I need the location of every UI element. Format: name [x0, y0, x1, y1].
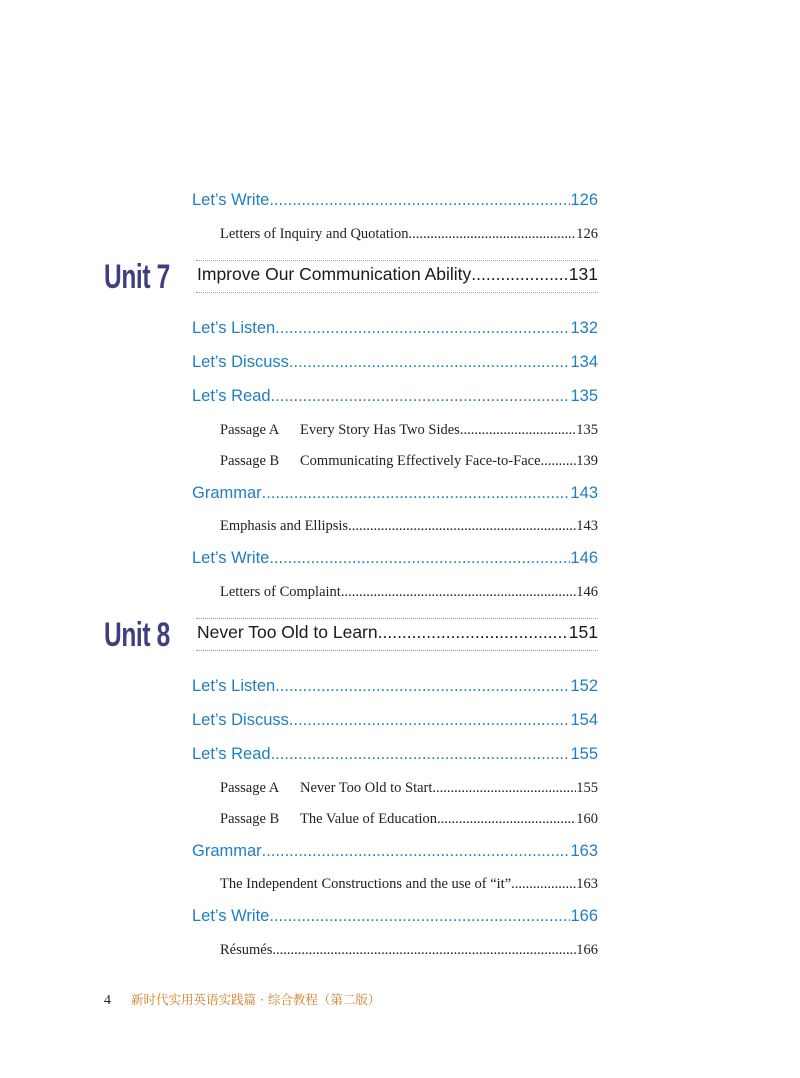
subsection-entry[interactable]: [220, 453, 598, 470]
dotted-divider: [196, 650, 598, 651]
section-entry[interactable]: [192, 711, 598, 730]
dot-leader: [269, 907, 570, 926]
page-ref: 135: [570, 387, 598, 405]
passage-label: Passage B: [220, 453, 280, 469]
subsection-entry[interactable]: [220, 518, 598, 535]
dot-leader: [269, 191, 570, 210]
entry-title: Never Too Old to Start: [300, 780, 433, 796]
section-entry[interactable]: [192, 353, 598, 372]
entry-title: Let’s Discuss: [192, 353, 289, 371]
page-ref: 146: [576, 584, 598, 600]
subsection-entry[interactable]: [220, 811, 598, 828]
dotted-divider: [196, 292, 598, 293]
passage-label: Passage B: [220, 811, 280, 827]
page-footer: [104, 990, 380, 1009]
dot-leader: [272, 942, 576, 959]
entry-title: Résumés: [220, 942, 273, 958]
page-ref: 155: [570, 745, 598, 763]
section-entry[interactable]: [192, 907, 598, 926]
dot-leader: [432, 780, 576, 797]
entry-title: Grammar: [192, 484, 262, 502]
dot-leader: [271, 387, 571, 406]
unit-entry[interactable]: [197, 622, 598, 643]
entry-title: Every Story Has Two Sides: [300, 422, 460, 438]
passage-label: Passage A: [220, 422, 280, 438]
dot-leader: [275, 319, 570, 338]
section-entry[interactable]: [192, 745, 598, 764]
section-entry[interactable]: [192, 549, 598, 568]
dot-leader: [348, 518, 576, 535]
section-entry[interactable]: [192, 191, 598, 210]
page-ref: 126: [576, 226, 598, 242]
entry-title: Emphasis and Ellipsis: [220, 518, 349, 534]
dot-leader: [289, 711, 571, 730]
entry-title: Let’s Write: [192, 191, 270, 209]
dot-leader: [541, 453, 577, 470]
entry-title: Never Too Old to Learn: [197, 622, 378, 642]
unit-label: Unit 8: [104, 616, 170, 654]
dot-leader: [511, 876, 576, 893]
entry-title: Let’s Read: [192, 387, 271, 405]
dot-leader: [289, 353, 571, 372]
entry-title: Let’s Read: [192, 745, 271, 763]
subsection-entry[interactable]: [220, 422, 598, 439]
page-ref: 151: [568, 622, 598, 642]
subsection-entry[interactable]: [220, 942, 598, 959]
page-ref: 152: [570, 677, 598, 695]
subsection-entry[interactable]: [220, 584, 598, 601]
page-ref: 139: [576, 453, 598, 469]
page-ref: 131: [568, 264, 598, 284]
entry-title: Communicating Effectively Face-to-Face: [300, 453, 541, 469]
dot-leader: [378, 622, 569, 643]
page-ref: 143: [576, 518, 598, 534]
page-ref: 126: [570, 191, 598, 209]
dot-leader: [262, 842, 571, 861]
dot-leader: [408, 226, 576, 243]
page-ref: 132: [570, 319, 598, 337]
dot-leader: [437, 811, 576, 828]
dot-leader: [262, 484, 571, 503]
dot-leader: [271, 745, 571, 764]
dotted-divider: [196, 260, 598, 261]
entry-title: Let’s Listen: [192, 319, 276, 337]
entry-title: The Value of Education: [300, 811, 438, 827]
entry-title: Grammar: [192, 842, 262, 860]
dot-leader: [269, 549, 570, 568]
page-ref: 135: [576, 422, 598, 438]
entry-title: Letters of Complaint: [220, 584, 341, 600]
section-entry[interactable]: [192, 842, 598, 861]
page-ref: 155: [576, 780, 598, 796]
page-ref: 163: [570, 842, 598, 860]
unit-label: Unit 7: [104, 258, 170, 296]
subsection-entry[interactable]: [220, 876, 598, 893]
book-title: 新时代实用英语实践篇 · 综合教程（第二版）: [131, 992, 381, 1007]
subsection-entry[interactable]: [220, 780, 598, 797]
dot-leader: [341, 584, 576, 601]
entry-title: Let’s Write: [192, 549, 270, 567]
entry-title: Improve Our Communication Ability: [197, 264, 472, 284]
page-ref: 134: [570, 353, 598, 371]
passage-label: Passage A: [220, 780, 280, 796]
entry-title: Letters of Inquiry and Quotation: [220, 226, 409, 242]
section-entry[interactable]: [192, 677, 598, 696]
dot-leader: [275, 677, 570, 696]
page-ref: 154: [570, 711, 598, 729]
page-ref: 143: [570, 484, 598, 502]
section-entry[interactable]: [192, 387, 598, 406]
page-ref: 166: [576, 942, 598, 958]
entry-title: Let’s Listen: [192, 677, 276, 695]
section-entry[interactable]: [192, 484, 598, 503]
page-ref: 163: [576, 876, 598, 892]
page-number: 4: [104, 993, 111, 1008]
dot-leader: [460, 422, 576, 439]
section-entry[interactable]: [192, 319, 598, 338]
entry-title: Let’s Discuss: [192, 711, 289, 729]
page-ref: 166: [570, 907, 598, 925]
page-ref: 146: [570, 549, 598, 567]
subsection-entry[interactable]: [220, 226, 598, 243]
unit-entry[interactable]: [197, 264, 598, 285]
dotted-divider: [196, 618, 598, 619]
page-ref: 160: [576, 811, 598, 827]
entry-title: The Independent Constructions and the use of “it”: [220, 876, 512, 892]
dot-leader: [471, 264, 569, 285]
entry-title: Let’s Write: [192, 907, 270, 925]
